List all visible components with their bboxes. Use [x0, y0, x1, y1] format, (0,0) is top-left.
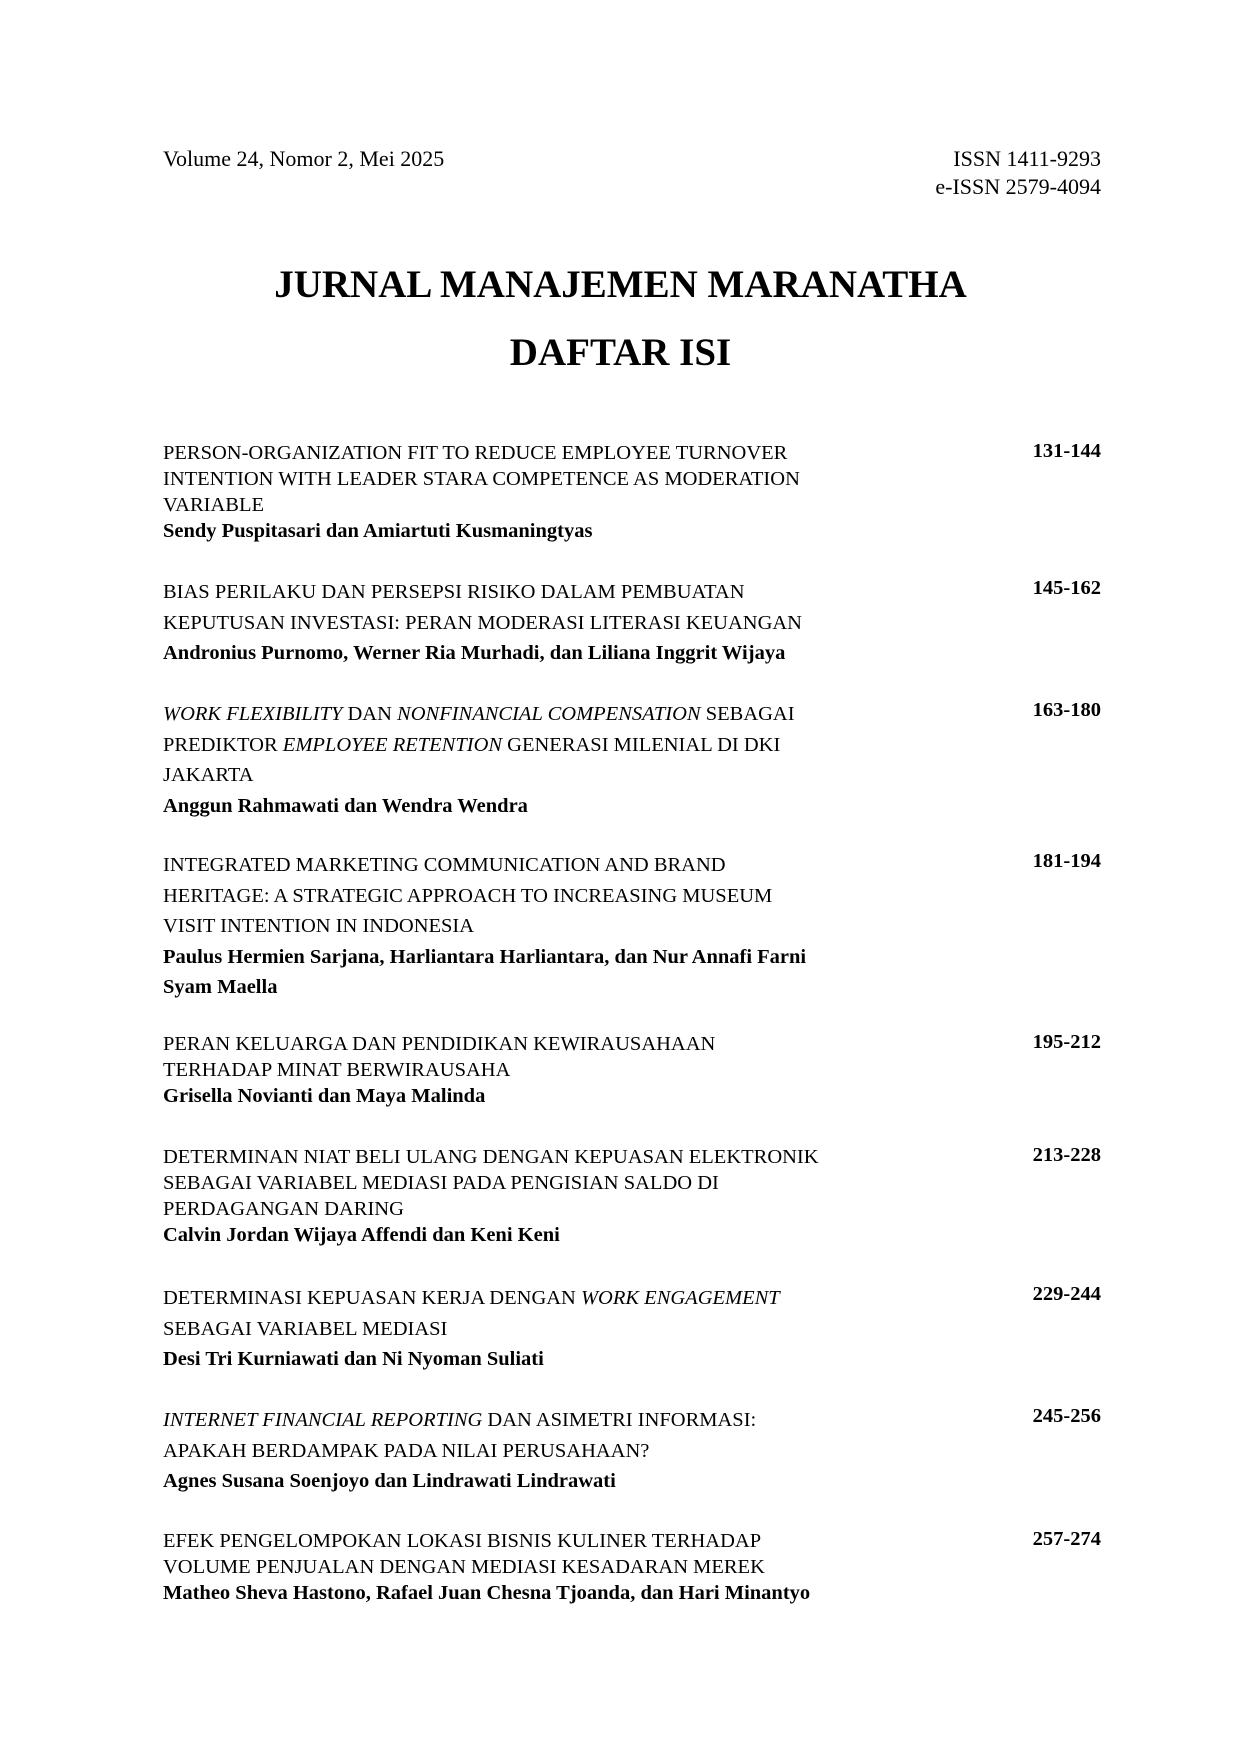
article-title-segment: WORK FLEXIBILITY — [163, 703, 343, 725]
article-title-line — [163, 1528, 1101, 1554]
article-authors: Paulus Hermien Sarjana, Harliantara Harliantara, dan Nur Annafi Farni — [163, 945, 807, 968]
article-title-segment: PREDIKTOR — [163, 733, 283, 756]
article-authors: Syam Maella — [163, 976, 278, 998]
article-title-line — [163, 1554, 1101, 1580]
article-title-line — [163, 699, 1101, 730]
article-title-segment: TERHADAP MINAT BERWIRAUSAHA — [163, 1059, 511, 1081]
page-range: 229-244 — [1032, 1283, 1101, 1305]
article-authors: Andronius Purnomo, Werner Ria Murhadi, dan Liliana Inggrit Wijaya — [163, 642, 786, 664]
article-authors: Agnes Susana Soenjoyo dan Lindrawati Lindrawati — [163, 1470, 616, 1492]
toc-entry — [163, 1528, 1101, 1606]
article-title-line — [163, 1031, 1101, 1057]
article-title-line — [163, 1196, 1101, 1222]
article-title-segment: PERAN KELUARGA DAN PENDIDIKAN KEWIRAUSAHAAN — [163, 1033, 716, 1055]
article-title-line — [163, 760, 1101, 791]
toc-entry — [163, 1031, 1101, 1109]
article-authors: Desi Tri Kurniawati dan Ni Nyoman Suliati — [163, 1348, 544, 1370]
article-title-line — [163, 577, 1101, 608]
article-title-line — [163, 911, 1101, 942]
article-title-segment: DAN — [342, 703, 398, 725]
article-title-segment: BIAS PERILAKU DAN PERSEPSI RISIKO DALAM PEMBUATAN — [163, 581, 745, 603]
article-title-segment: HERITAGE: A STRATEGIC APPROACH TO INCREASING MUSEUM — [163, 884, 773, 907]
article-title-segment: SEBAGAI VARIABEL MEDIASI — [163, 1317, 448, 1340]
article-title-segment: VOLUME PENJUALAN DENGAN MEDIASI KESADARAN MEREK — [163, 1556, 765, 1578]
article-title-line — [163, 1314, 1101, 1345]
toc-entry — [163, 440, 1101, 544]
article-title-segment: NONFINANCIAL COMPENSATION — [397, 703, 701, 725]
page-range: 245-256 — [1032, 1405, 1101, 1427]
issn-block — [935, 145, 1101, 201]
section-title: DAFTAR ISI — [509, 331, 732, 374]
article-authors: Anggun Rahmawati dan Wendra Wendra — [163, 794, 528, 817]
article-title-line — [163, 1057, 1101, 1083]
article-title-line — [163, 1144, 1101, 1170]
article-title-line — [163, 1170, 1101, 1196]
article-title-line — [163, 466, 1101, 492]
article-title-segment: PERSON-ORGANIZATION FIT TO REDUCE EMPLOYEE TURNOVER — [163, 442, 788, 464]
article-title-line — [163, 608, 1101, 639]
volume-info: Volume 24, Nomor 2, Mei 2025 — [163, 146, 445, 171]
toc-entry — [163, 850, 1101, 1003]
article-title-segment: APAKAH BERDAMPAK PADA NILAI PERUSAHAAN? — [163, 1439, 650, 1462]
article-title-line — [163, 440, 1101, 466]
article-authors: Calvin Jordan Wijaya Affendi dan Keni Keni — [163, 1224, 560, 1246]
toc-entry — [163, 577, 1101, 669]
page-range: 163-180 — [1032, 699, 1101, 721]
article-title-segment: INTEGRATED MARKETING COMMUNICATION AND BRAND — [163, 854, 726, 876]
toc-entry — [163, 699, 1101, 821]
toc-entry — [163, 1283, 1101, 1375]
article-title-segment: VARIABLE — [163, 494, 264, 516]
article-title-segment: WORK ENGAGEMENT — [580, 1287, 780, 1309]
toc-entry — [163, 1144, 1101, 1248]
article-title-segment: JAKARTA — [163, 764, 254, 786]
issn: ISSN 1411-9293 — [953, 146, 1101, 171]
page-range: 145-162 — [1032, 577, 1101, 599]
toc-entry — [163, 1405, 1101, 1497]
page-range: 181-194 — [1032, 850, 1101, 872]
journal-title: JURNAL MANAJEMEN MARANATHA — [274, 263, 967, 306]
article-authors: Grisella Novianti dan Maya Malinda — [163, 1085, 486, 1107]
article-title-line — [163, 881, 1101, 912]
page-range: 131-144 — [1032, 440, 1101, 462]
e-issn: e-ISSN 2579-4094 — [935, 174, 1101, 199]
article-title-segment: SEBAGAI — [700, 703, 795, 725]
article-title-line — [163, 730, 1101, 761]
article-title-segment: INTERNET FINANCIAL REPORTING — [163, 1409, 483, 1431]
article-authors: Matheo Sheva Hastono, Rafael Juan Chesna Tjoanda, dan Hari Minantyo — [163, 1582, 811, 1604]
article-title-segment: SEBAGAI VARIABEL MEDIASI PADA PENGISIAN SALDO DI — [163, 1172, 719, 1194]
article-title-segment: INTENTION WITH LEADER STARA COMPETENCE AS MODERATION — [163, 468, 800, 490]
article-title-segment: EMPLOYEE RETENTION — [282, 733, 503, 756]
article-title-line — [163, 1405, 1101, 1436]
article-title-segment: PERDAGANGAN DARING — [163, 1198, 404, 1220]
page-range: 213-228 — [1032, 1144, 1101, 1166]
article-title-segment: DAN ASIMETRI INFORMASI: — [482, 1409, 757, 1431]
article-title-segment: DETERMINASI KEPUASAN KERJA DENGAN — [163, 1287, 581, 1309]
article-title-line — [163, 1436, 1101, 1467]
page-range: 195-212 — [1032, 1031, 1101, 1053]
article-authors: Sendy Puspitasari dan Amiartuti Kusmaningtyas — [163, 520, 593, 542]
article-title-line — [163, 850, 1101, 881]
article-title-segment: KEPUTUSAN INVESTASI: PERAN MODERASI LITERASI KEUANGAN — [163, 611, 802, 634]
article-title-segment: GENERASI MILENIAL DI DKI — [502, 733, 781, 756]
article-title-segment: VISIT INTENTION IN INDONESIA — [163, 915, 475, 937]
article-title-segment: EFEK PENGELOMPOKAN LOKASI BISNIS KULINER TERHADAP — [163, 1530, 762, 1552]
article-title-line — [163, 1283, 1101, 1314]
article-title-segment: DETERMINAN NIAT BELI ULANG DENGAN KEPUASAN ELEKTRONIK — [163, 1146, 819, 1168]
article-title-line — [163, 492, 1101, 518]
page-range: 257-274 — [1032, 1528, 1101, 1550]
